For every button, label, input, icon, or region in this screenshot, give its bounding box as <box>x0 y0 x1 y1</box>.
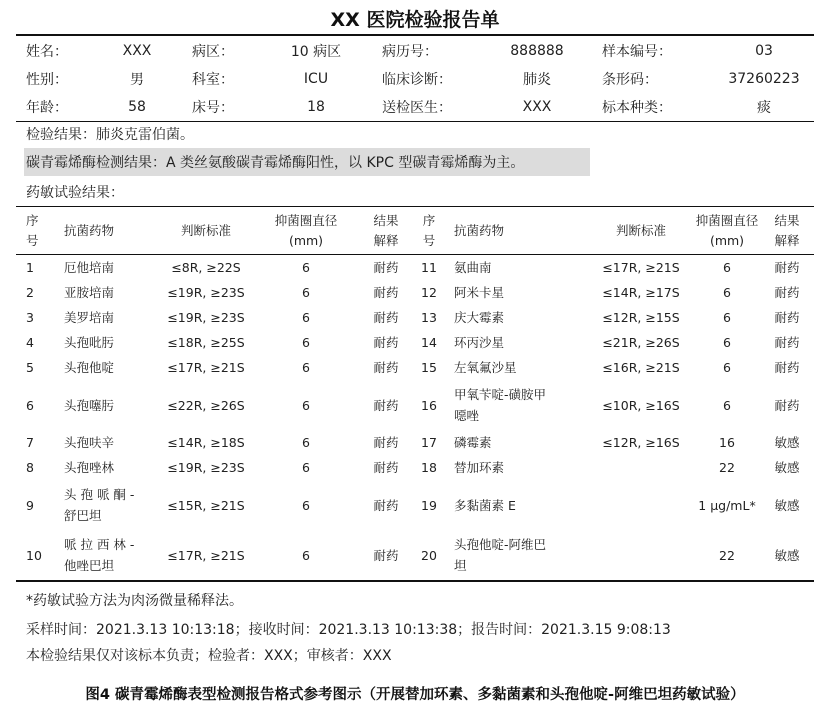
interpretation-value: 耐药 <box>774 285 800 300</box>
criteria-value: ≤17R, ≥21S <box>602 260 680 275</box>
zone-value: 22 <box>719 460 735 475</box>
header-drug: 抗菌药物 <box>64 222 115 238</box>
age-label: 年龄： <box>26 100 68 116</box>
interpretation-value: 敏感 <box>774 547 800 563</box>
drug-name: 头 孢 哌 酮 - 舒巴坦 <box>64 487 135 523</box>
drug-name: 头孢呋辛 <box>64 435 115 450</box>
table-row <box>16 455 814 480</box>
specimen-label: 标本种类： <box>602 100 672 116</box>
zone-value: 22 <box>719 547 735 563</box>
criteria-value: ≤16R, ≥21S <box>602 360 680 375</box>
criteria-value: ≤21R, ≥26S <box>602 335 680 350</box>
criteria-value: ≤19R, ≥23S <box>167 310 245 325</box>
zone-value: 6 <box>302 460 310 475</box>
barcode-value: 37260223 <box>728 71 800 87</box>
criteria-value: ≤14R, ≥18S <box>167 435 245 450</box>
row-no: 11 <box>421 260 437 275</box>
zone-value: 6 <box>302 397 310 413</box>
bed-label: 床号： <box>192 100 234 116</box>
drug-name: 氨曲南 <box>454 260 492 275</box>
sex-label: 性别： <box>26 72 68 88</box>
diagnosis-label: 临床诊断： <box>382 72 452 88</box>
zone-value: 16 <box>719 435 735 450</box>
criteria-value: ≤8R, ≥22S <box>171 260 241 275</box>
interpretation-value: 耐药 <box>373 497 399 513</box>
diagnosis-value: 肺炎 <box>523 72 551 88</box>
age-value: 58 <box>128 99 146 115</box>
row-no: 2 <box>26 285 34 300</box>
header-interpretation: 结果 解释 <box>774 212 800 248</box>
interpretation-value: 耐药 <box>774 335 800 350</box>
zone-value: 1 μg/mL* <box>698 497 756 513</box>
drug-name: 多黏菌素 E <box>454 497 516 513</box>
row-no: 15 <box>421 360 437 375</box>
table-row <box>16 305 814 330</box>
susceptibility-table <box>16 207 814 582</box>
patient-row <box>16 65 814 93</box>
result-line: 检验结果：肺炎克雷伯菌。 <box>26 127 194 143</box>
zone-value: 6 <box>723 360 731 375</box>
interpretation-value: 耐药 <box>373 285 399 300</box>
table-header-row <box>16 207 814 255</box>
row-no: 20 <box>421 547 437 563</box>
header-criteria: 判断标准 <box>180 222 231 238</box>
department-label: 科室： <box>192 72 234 88</box>
row-no: 13 <box>421 310 437 325</box>
ast-heading: 药敏试验结果： <box>26 185 124 201</box>
zone-value: 6 <box>302 497 310 513</box>
department-value: ICU <box>303 71 329 87</box>
table-row <box>16 530 814 581</box>
doctor-label: 送检医生： <box>382 100 452 116</box>
header-no: 序 号 <box>422 212 436 248</box>
criteria-value: ≤10R, ≥16S <box>602 397 680 413</box>
header-interpretation: 结果 解释 <box>373 212 399 248</box>
header-criteria: 判断标准 <box>615 222 666 238</box>
zone-value: 6 <box>723 310 731 325</box>
drug-name: 左氧氟沙星 <box>454 360 517 375</box>
drug-name: 头孢他啶 <box>64 360 115 375</box>
row-no: 3 <box>26 310 34 325</box>
criteria-value: ≤14R, ≥17S <box>602 285 680 300</box>
interpretation-value: 耐药 <box>774 397 800 413</box>
row-no: 5 <box>26 360 34 375</box>
record-no-value: 888888 <box>510 43 564 59</box>
interpretation-value: 耐药 <box>373 547 399 563</box>
interpretation-value: 耐药 <box>774 360 800 375</box>
drug-name: 环丙沙星 <box>454 335 505 350</box>
header-zone: 抑菌圈直径 (mm) <box>695 212 759 248</box>
row-no: 19 <box>421 497 437 513</box>
row-no: 7 <box>26 435 34 450</box>
drug-name: 美罗培南 <box>64 310 115 325</box>
criteria-value <box>588 455 694 480</box>
criteria-value: ≤19R, ≥23S <box>167 285 245 300</box>
interpretation-value: 耐药 <box>774 310 800 325</box>
interpretation-value: 耐药 <box>774 260 800 275</box>
zone-value: 6 <box>302 310 310 325</box>
drug-name: 哌 拉 西 林 - 他唑巴坦 <box>64 537 135 573</box>
patient-info-table <box>16 37 814 121</box>
row-no: 12 <box>421 285 437 300</box>
header-no: 序 号 <box>26 212 39 248</box>
criteria-value: ≤22R, ≥26S <box>167 397 245 413</box>
carbapenemase-line: 碳青霉烯酶检测结果：A 类丝氨酸碳青霉烯酶阳性，以 KPC 型碳青霉烯酶为主。 <box>26 155 525 171</box>
criteria-value: ≤12R, ≥16S <box>602 435 680 450</box>
table-row <box>16 330 814 355</box>
sample-no-value: 03 <box>755 43 773 59</box>
drug-name: 厄他培南 <box>64 260 115 275</box>
row-no: 1 <box>26 260 34 275</box>
row-no: 6 <box>26 397 34 413</box>
times-line: 采样时间：2021.3.13 10:13:18；接收时间：2021.3.13 10:13:38；报告时间：2021.3.15 9:08:13 <box>26 622 671 638</box>
report-title: XX 医院检验报告单 <box>330 9 500 31</box>
criteria-value: ≤12R, ≥15S <box>602 310 680 325</box>
drug-name: 头孢唑林 <box>64 460 115 475</box>
zone-value: 6 <box>302 335 310 350</box>
patient-row <box>16 93 814 121</box>
zone-value: 6 <box>723 285 731 300</box>
doctor-value: XXX <box>522 99 552 115</box>
criteria-value <box>588 480 694 530</box>
criteria-value: ≤17R, ≥21S <box>167 360 245 375</box>
drug-name: 亚胺培南 <box>64 285 115 300</box>
interpretation-value: 耐药 <box>373 310 399 325</box>
drug-name: 甲氧苄啶-磺胺甲 噁唑 <box>454 387 547 423</box>
row-no: 4 <box>26 335 34 350</box>
name-value: XXX <box>122 43 152 59</box>
table-row <box>16 280 814 305</box>
table-row <box>16 255 814 281</box>
interpretation-value: 耐药 <box>373 460 399 475</box>
zone-value: 6 <box>302 547 310 563</box>
interpretation-value: 耐药 <box>373 335 399 350</box>
row-no: 10 <box>26 547 42 563</box>
bed-value: 18 <box>307 99 325 115</box>
ward-value: 10 病区 <box>290 44 342 60</box>
zone-value: 6 <box>723 260 731 275</box>
sample-no-label: 样本编号： <box>602 44 672 60</box>
interpretation-value: 敏感 <box>774 460 800 475</box>
drug-name: 头孢他啶-阿维巴 坦 <box>454 537 547 573</box>
disclaimer-line: 本检验结果仅对该标本负责；检验者：XXX；审核者：XXX <box>26 648 392 664</box>
name-label: 姓名： <box>26 44 68 60</box>
table-row <box>16 430 814 455</box>
row-no: 8 <box>26 460 34 475</box>
barcode-label: 条形码： <box>602 72 658 88</box>
table-row <box>16 380 814 430</box>
header-zone: 抑菌圈直径 (mm) <box>274 212 338 248</box>
zone-value: 6 <box>723 397 731 413</box>
criteria-value <box>588 530 694 581</box>
sex-value: 男 <box>130 72 144 88</box>
interpretation-value: 耐药 <box>373 260 399 275</box>
specimen-value: 痰 <box>757 100 771 116</box>
record-no-label: 病历号： <box>382 44 438 60</box>
table-row <box>16 355 814 380</box>
criteria-value: ≤17R, ≥21S <box>167 547 245 563</box>
criteria-value: ≤19R, ≥23S <box>167 460 245 475</box>
drug-name: 磷霉素 <box>454 435 492 450</box>
figure-caption: 图4 碳青霉烯酶表型检测报告格式参考图示（开展替加环素、多黏菌素和头孢他啶-阿维巴坦药敏试验） <box>85 687 745 703</box>
criteria-value: ≤18R, ≥25S <box>167 335 245 350</box>
drug-name: 阿米卡星 <box>454 285 505 300</box>
drug-name: 头孢噻肟 <box>64 397 115 413</box>
drug-name: 头孢吡肟 <box>64 335 115 350</box>
table-row <box>16 480 814 530</box>
row-no: 9 <box>26 497 34 513</box>
patient-row <box>16 37 814 65</box>
footnote: *药敏试验方法为肉汤微量稀释法。 <box>26 593 243 609</box>
interpretation-value: 耐药 <box>373 360 399 375</box>
interpretation-value: 耐药 <box>373 435 399 450</box>
header-drug: 抗菌药物 <box>454 222 505 238</box>
interpretation-value: 敏感 <box>774 497 800 513</box>
drug-name: 庆大霉素 <box>454 310 505 325</box>
row-no: 14 <box>421 335 437 350</box>
patient-rule <box>16 121 814 122</box>
zone-value: 6 <box>302 435 310 450</box>
row-no: 18 <box>421 460 437 475</box>
row-no: 16 <box>421 397 437 413</box>
criteria-value: ≤15R, ≥21S <box>167 497 245 513</box>
top-rule <box>16 34 814 36</box>
interpretation-value: 敏感 <box>774 435 800 450</box>
interpretation-value: 耐药 <box>373 397 399 413</box>
zone-value: 6 <box>302 260 310 275</box>
row-no: 17 <box>421 435 437 450</box>
zone-value: 6 <box>302 360 310 375</box>
drug-name: 替加环素 <box>454 460 505 475</box>
ward-label: 病区： <box>192 44 234 60</box>
zone-value: 6 <box>302 285 310 300</box>
zone-value: 6 <box>723 335 731 350</box>
